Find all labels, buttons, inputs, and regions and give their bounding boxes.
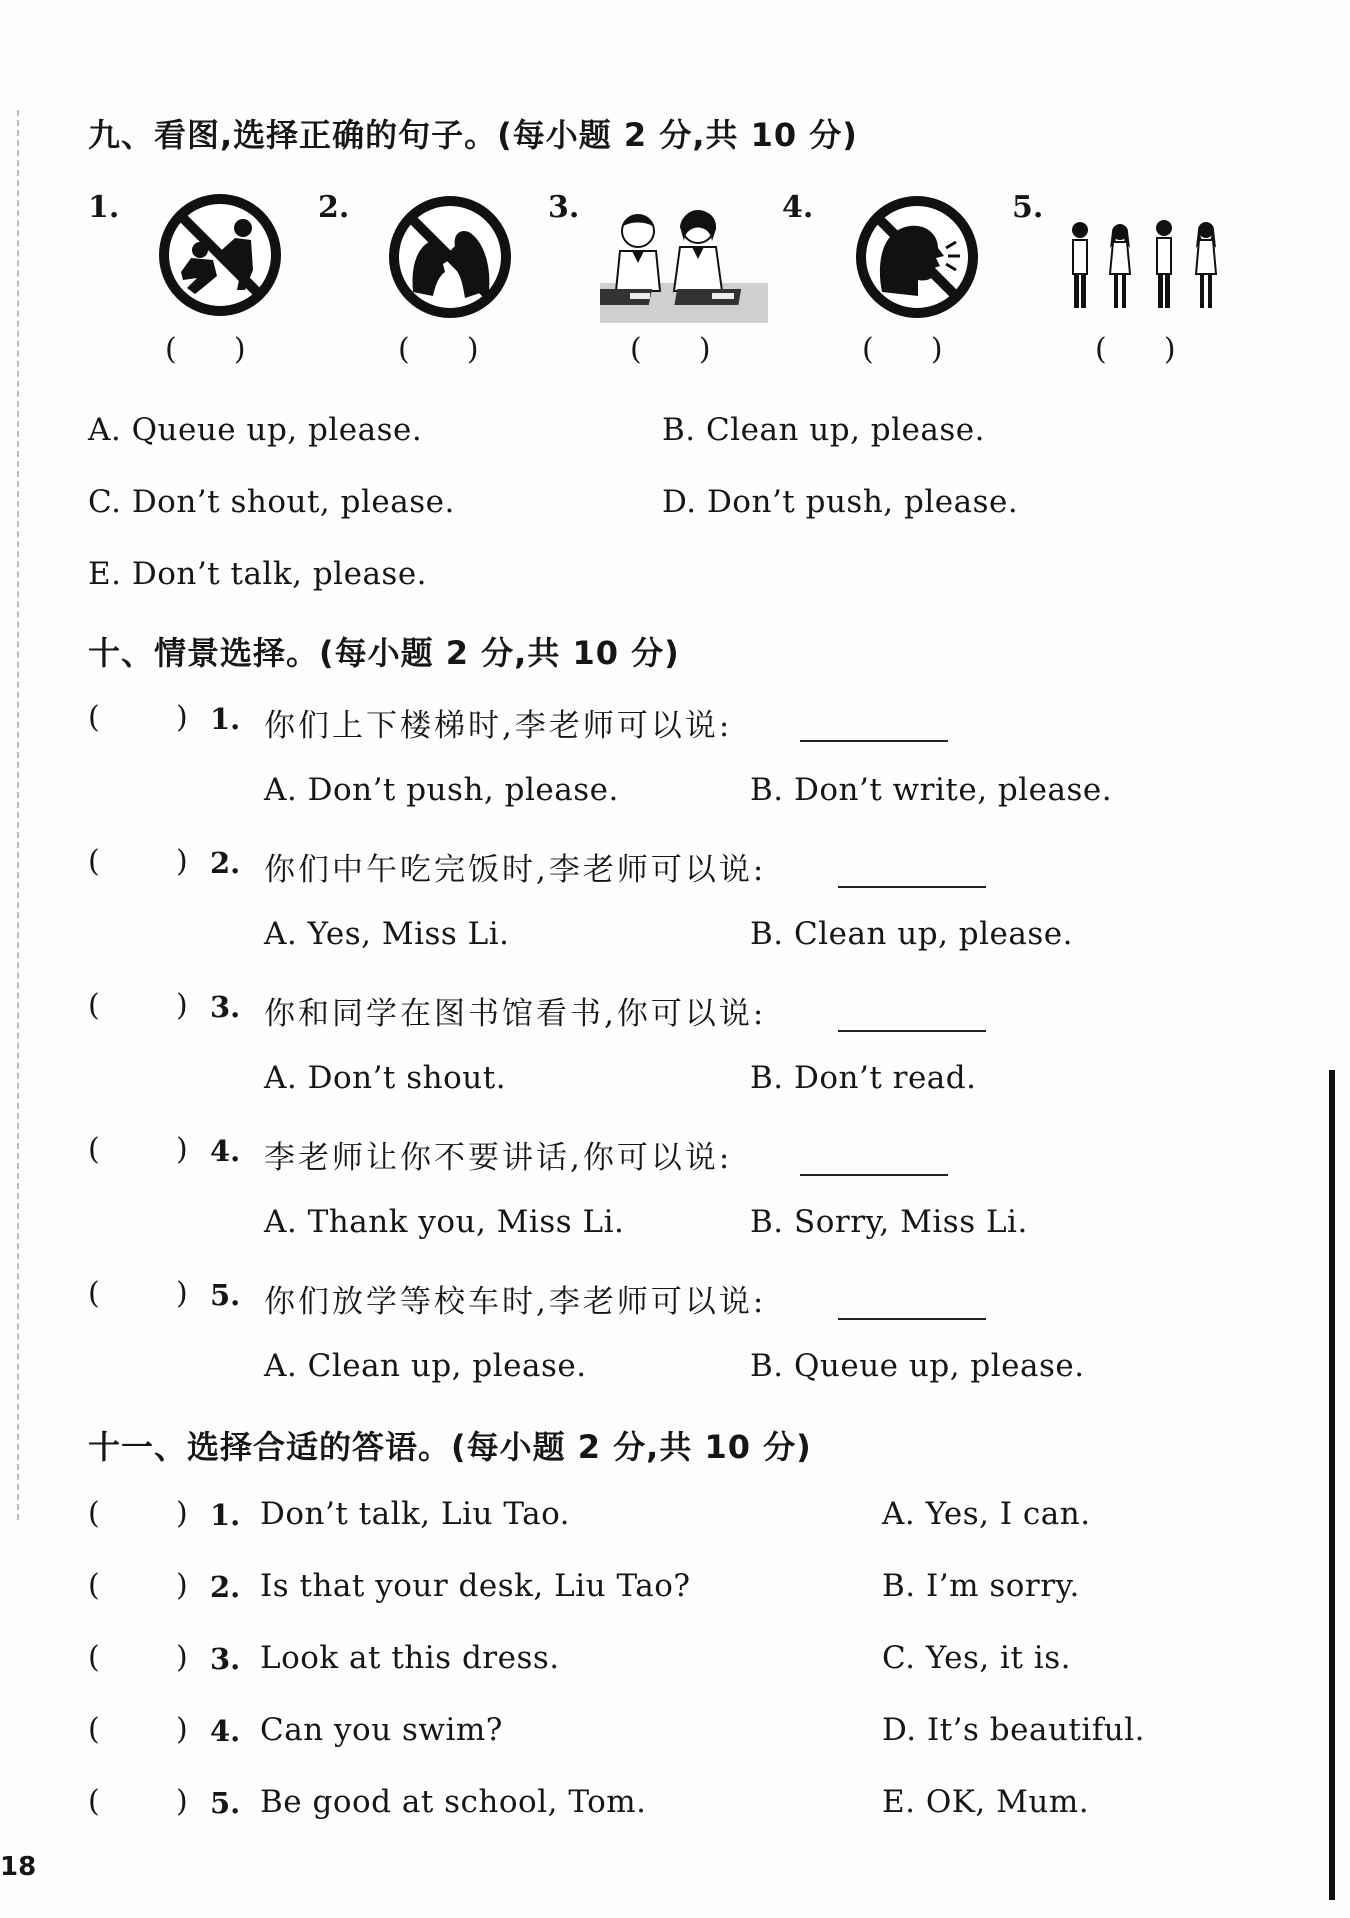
question-number: 3. xyxy=(210,1642,241,1676)
option-c: C. Don’t shout, please. xyxy=(88,484,455,520)
answer-parentheses[interactable]: ( ) xyxy=(1095,332,1176,367)
question-text: 你们中午吃完饭时,李老师可以说: xyxy=(264,852,767,888)
answer-parentheses[interactable]: ( ) xyxy=(862,332,943,367)
option-b: B. Sorry, Miss Li. xyxy=(750,1204,1028,1240)
answer-option: E. OK, Mum. xyxy=(882,1784,1090,1820)
no-shouting-icon xyxy=(852,192,982,322)
answer-parentheses[interactable]: ( ) xyxy=(398,332,479,367)
section9-heading: 九、看图,选择正确的句子。(每小题 2 分,共 10 分) xyxy=(88,116,858,154)
page-edge-shadow xyxy=(1329,1070,1335,1900)
question-number: 1. xyxy=(210,702,241,736)
answer-bracket[interactable]: ( ) xyxy=(88,1276,188,1311)
answer-bracket[interactable]: ( ) xyxy=(88,1712,188,1747)
option-b: B. Don’t write, please. xyxy=(750,772,1113,808)
option-b: B. Don’t read. xyxy=(750,1060,977,1096)
question-text: 你和同学在图书馆看书,你可以说: xyxy=(264,996,767,1032)
question-number: 4. xyxy=(210,1714,241,1748)
picture-number: 1. xyxy=(88,190,120,225)
picture-number: 5. xyxy=(1012,190,1044,225)
no-pushing-icon xyxy=(155,190,285,320)
question-number: 2. xyxy=(210,1570,241,1604)
no-talking-icon xyxy=(385,192,515,322)
answer-bracket[interactable]: ( ) xyxy=(88,1568,188,1603)
picture-number: 3. xyxy=(548,190,580,225)
option-a: A. Clean up, please. xyxy=(264,1348,587,1384)
option-b: B. Clean up, please. xyxy=(662,412,985,448)
option-a: A. Thank you, Miss Li. xyxy=(264,1204,625,1240)
question-text: 李老师让你不要讲话,你可以说: xyxy=(264,1140,733,1176)
answer-blank[interactable] xyxy=(838,1000,986,1032)
answer-bracket[interactable]: ( ) xyxy=(88,1784,188,1819)
answer-bracket[interactable]: ( ) xyxy=(88,1496,188,1531)
page-number: 18 xyxy=(0,1852,37,1882)
option-a: A. Don’t shout. xyxy=(264,1060,507,1096)
answer-option: B. I’m sorry. xyxy=(882,1568,1080,1604)
question-text: Can you swim? xyxy=(260,1712,503,1748)
answer-bracket[interactable]: ( ) xyxy=(88,1132,188,1167)
picture-number: 2. xyxy=(318,190,350,225)
answer-parentheses[interactable]: ( ) xyxy=(165,332,246,367)
answer-bracket[interactable]: ( ) xyxy=(88,1640,188,1675)
answer-blank[interactable] xyxy=(838,1288,986,1320)
answer-bracket[interactable]: ( ) xyxy=(88,700,188,735)
option-b: B. Clean up, please. xyxy=(750,916,1073,952)
question-text: 你们上下楼梯时,李老师可以说: xyxy=(264,708,733,744)
question-number: 3. xyxy=(210,990,241,1024)
answer-blank[interactable] xyxy=(800,710,948,742)
answer-option: A. Yes, I can. xyxy=(882,1496,1091,1532)
question-number: 4. xyxy=(210,1134,241,1168)
question-number: 5. xyxy=(210,1786,241,1820)
answer-parentheses[interactable]: ( ) xyxy=(630,332,711,367)
question-number: 5. xyxy=(210,1278,241,1312)
question-text: Don’t talk, Liu Tao. xyxy=(260,1496,571,1532)
option-e: E. Don’t talk, please. xyxy=(88,556,428,592)
option-d: D. Don’t push, please. xyxy=(662,484,1019,520)
students-cleaning-desk-icon xyxy=(600,205,768,325)
section11-heading: 十一、选择合适的答语。(每小题 2 分,共 10 分) xyxy=(88,1428,812,1466)
question-number: 2. xyxy=(210,846,241,880)
question-text: Is that your desk, Liu Tao? xyxy=(260,1568,691,1604)
option-b: B. Queue up, please. xyxy=(750,1348,1085,1384)
picture-number: 4. xyxy=(782,190,814,225)
answer-blank[interactable] xyxy=(838,856,986,888)
binding-margin-line xyxy=(17,110,19,1520)
question-text: 你们放学等校车时,李老师可以说: xyxy=(264,1284,767,1320)
option-a: A. Queue up, please. xyxy=(88,412,423,448)
answer-blank[interactable] xyxy=(800,1144,948,1176)
section10-heading: 十、情景选择。(每小题 2 分,共 10 分) xyxy=(88,634,680,672)
question-text: Look at this dress. xyxy=(260,1640,560,1676)
answer-bracket[interactable]: ( ) xyxy=(88,988,188,1023)
question-number: 1. xyxy=(210,1498,241,1532)
question-text: Be good at school, Tom. xyxy=(260,1784,647,1820)
option-a: A. Yes, Miss Li. xyxy=(264,916,510,952)
option-a: A. Don’t push, please. xyxy=(264,772,619,808)
answer-option: D. It’s beautiful. xyxy=(882,1712,1145,1748)
children-queueing-icon xyxy=(1060,218,1230,314)
answer-option: C. Yes, it is. xyxy=(882,1640,1071,1676)
answer-bracket[interactable]: ( ) xyxy=(88,844,188,879)
